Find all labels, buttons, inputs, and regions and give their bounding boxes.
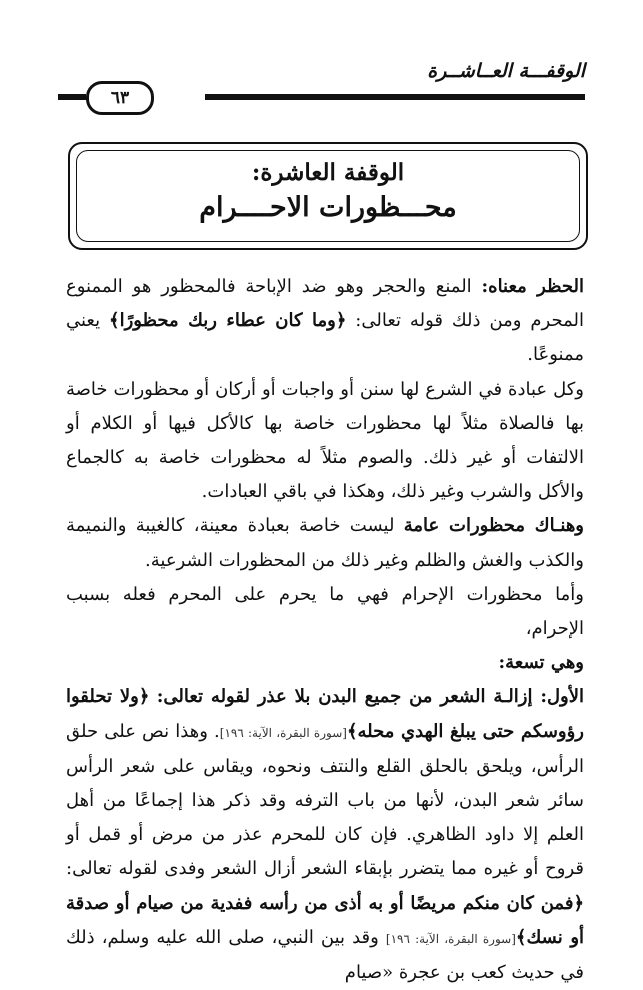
quran-quote: ﴿وما كان عطاء ربك محظورًا﴾ (109, 310, 347, 332)
paragraph-text: وأما محظورات الإحرام فهي ما يحرم على المحرم فعله بسبب الإحرام، (66, 583, 584, 640)
paragraph-ihram (66, 578, 584, 646)
paragraph-first (66, 680, 584, 990)
surah-reference: [سورة البقرة، الآية: ١٩٦] (385, 931, 516, 946)
paragraph-worship (66, 373, 584, 510)
header-rule-left (58, 94, 86, 100)
body-text (66, 270, 584, 990)
paragraph-definition (66, 270, 584, 373)
paragraph-general (66, 509, 584, 577)
running-title: الوقفـــة العــاشــرة (427, 60, 585, 82)
paragraph-text: وكل عبادة في الشرع لها سنن أو واجبات أو أركان أو محظورات خاصة بها فالصلاة مثلاً لها محظورات خاصة بها كالأكل فيها أو الكلام أو الالتفات أو غير ذلك. والصوم مثلاً له محظورات خاصة به كالجماع والأكل والشرب وغير ذلك، وهكذا في باقي العبادات. (66, 378, 584, 503)
paragraph-text (149, 686, 156, 707)
quran-quote: ﴿فمن كان منكم مريضًا أو به أذى من رأسه ففدية من صيام أو صدقة أو نسك﴾ (66, 892, 585, 948)
paragraph-tail: يعني ممنوعًا. (66, 310, 584, 366)
quran-quote: ﴿ولا تحلقوا رؤوسكم حتى يبلغ الهدي محله﴾ (66, 686, 584, 742)
section-title: محـــظورات الاحــــرام (199, 192, 457, 223)
paragraph-tail: وقد بين النبي، صلى الله عليه وسلم، ذلك في حديث كعب بن عجرة «صيام (66, 926, 584, 984)
paragraph-lead: الأول: إزالـة الشعر من جميع البدن بلا عذر لقوله تعالى: (156, 686, 585, 708)
paragraph-tail: . وهذا نص على حلق الرأس، ويلحق بالحلق القلع والنتف ونحوه، ويقاس على شعر الرأس سائر شعر البدن، لأنها من باب الترفه وقد ذكر هذا إجماعًا من أهل العلم إلا داود الظاهري. فإن كان للمحرم عذر من مرض أو قمل أو قروح أو غيره مما يتضرر بإبقاء الشعر أزال الشعر وفدى لقوله تعالى: (66, 720, 584, 880)
paragraph-lead: وهي تسعة: (498, 652, 584, 674)
surah-reference: [سورة البقرة، الآية: ١٩٦] (219, 725, 347, 740)
paragraph-count (66, 646, 584, 680)
title-box (76, 150, 580, 242)
page-number: ٦٣ (86, 81, 154, 115)
paragraph-lead: وهنـاك محظورات عامة (403, 515, 585, 537)
header-rule-right (205, 94, 585, 100)
paragraph-text: ليست خاصة بعبادة معينة، كالغيبة والنميمة والكذب والغش والظلم وغير ذلك من المحظورات الشرعية. (66, 515, 584, 571)
paragraph-lead: الحظر معناه: (481, 276, 584, 297)
title-line-1: الوقفة العاشرة: (251, 159, 405, 186)
paragraph-text: المنع والحجر وهو ضد الإباحة فالمحظور هو الممنوع المحرم ومن ذلك قوله تعالى: (66, 276, 584, 332)
page-header (0, 0, 643, 110)
